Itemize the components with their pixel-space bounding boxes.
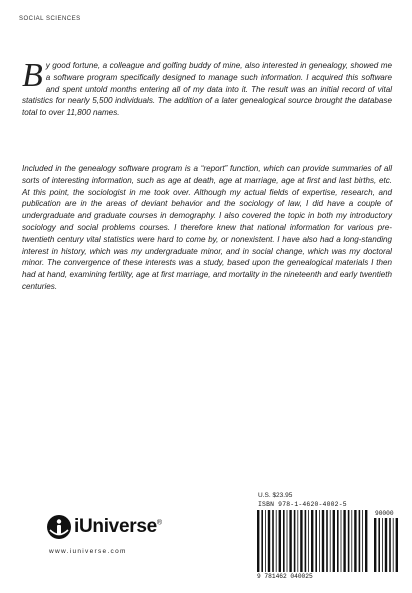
- barcode-bar: [365, 510, 367, 572]
- iuniverse-logo-icon: [46, 514, 72, 540]
- barcode-bar: [297, 510, 298, 572]
- barcode-bar: [362, 510, 363, 572]
- barcode-bar: [382, 518, 383, 572]
- barcode-bar: [385, 518, 387, 572]
- barcode-bar: [287, 510, 288, 572]
- barcode-bar: [351, 510, 352, 572]
- barcode-bar: [276, 510, 277, 572]
- price-label: U.S. $23.95: [258, 492, 293, 499]
- barcode-bar: [272, 510, 274, 572]
- publisher-logo: [46, 514, 176, 554]
- barcode-bar: [311, 510, 313, 572]
- barcode-bar: [261, 510, 263, 572]
- addon-barcode: [374, 518, 398, 572]
- barcode-bar: [378, 518, 380, 572]
- barcode-bar: [389, 518, 391, 572]
- paragraph-2: Included in the genealogy software program is a “report” function, which can provide summaries of all sorts of interesting information, such as age at death, age at marriage, age at first and last births, etc. At this point, the sociologist in me took over. Although my actual fields of expertise, research, and publication are in the areas of deviant behavior and the sociology of law, I did have a couple of undergraduate and graduate courses in demography. I also covered the topic in both my introductory sociology and social problems courses. I therefore knew that national information for various pre-twentieth century vital statistics were hard to come by, or nonexistent. I have also had a long-standing interest in history, which was my undergraduate minor, and in social change, which was my doctoral minor. The convergence of these interests was a study, based upon the genealogical materials I then had at hand, examining fertility, age at first marriage, and mortality in the nineteenth and early twentieth centuries.: [22, 164, 392, 291]
- paragraph-1: [22, 57, 392, 119]
- paragraph-1-text: y good fortune, a colleague and golfing buddy of mine, also interested in genealogy, showed me a software program specifically designed to manage such information. I acquired this software and spent untold months entering all of my data into it. The result was an initial record of vital statistics for nearly 5,500 individuals. The addition of a later genealogical source brought the database total to over 11,800 names.: [22, 61, 392, 118]
- barcode-bar: [315, 510, 317, 572]
- barcode-bar: [265, 510, 266, 572]
- barcode-bar: [393, 518, 394, 572]
- barcode-bar: [341, 510, 342, 572]
- barcode-bar: [308, 510, 309, 572]
- barcode-bar: [279, 510, 281, 572]
- barcode-bar: [326, 510, 328, 572]
- publisher-url: www.iuniverse.com: [49, 548, 127, 555]
- barcode-bar: [396, 518, 398, 572]
- isbn-number: ISBN 978-1-4620-4002-5: [258, 501, 347, 508]
- isbn-barcode-block: [257, 501, 400, 579]
- barcode-bar: [348, 510, 350, 572]
- barcode-bar: [319, 510, 320, 572]
- barcode-bar: [330, 510, 331, 572]
- barcode-bar: [289, 510, 291, 572]
- barcode-bar: [337, 510, 339, 572]
- ean-barcode: [257, 510, 369, 572]
- ean-number: 9 781462 040025: [257, 573, 313, 580]
- barcode-bar: [343, 510, 345, 572]
- barcode-addon-number: 90000: [375, 510, 394, 517]
- barcode-bar: [354, 510, 356, 572]
- barcode-bar: [333, 510, 335, 572]
- barcode-bar: [300, 510, 302, 572]
- barcode-bar: [322, 510, 324, 572]
- barcode-bar: [268, 510, 270, 572]
- barcode-bar: [257, 510, 259, 572]
- barcode-bar: [359, 510, 361, 572]
- publisher-name: iUniverse®: [74, 516, 162, 537]
- barcode-bar: [374, 518, 376, 572]
- barcode-bar: [294, 510, 296, 572]
- drop-cap: B: [22, 57, 43, 94]
- barcode-bar: [283, 510, 285, 572]
- category-label: SOCIAL SCIENCES: [19, 16, 81, 22]
- barcode-bar: [305, 510, 307, 572]
